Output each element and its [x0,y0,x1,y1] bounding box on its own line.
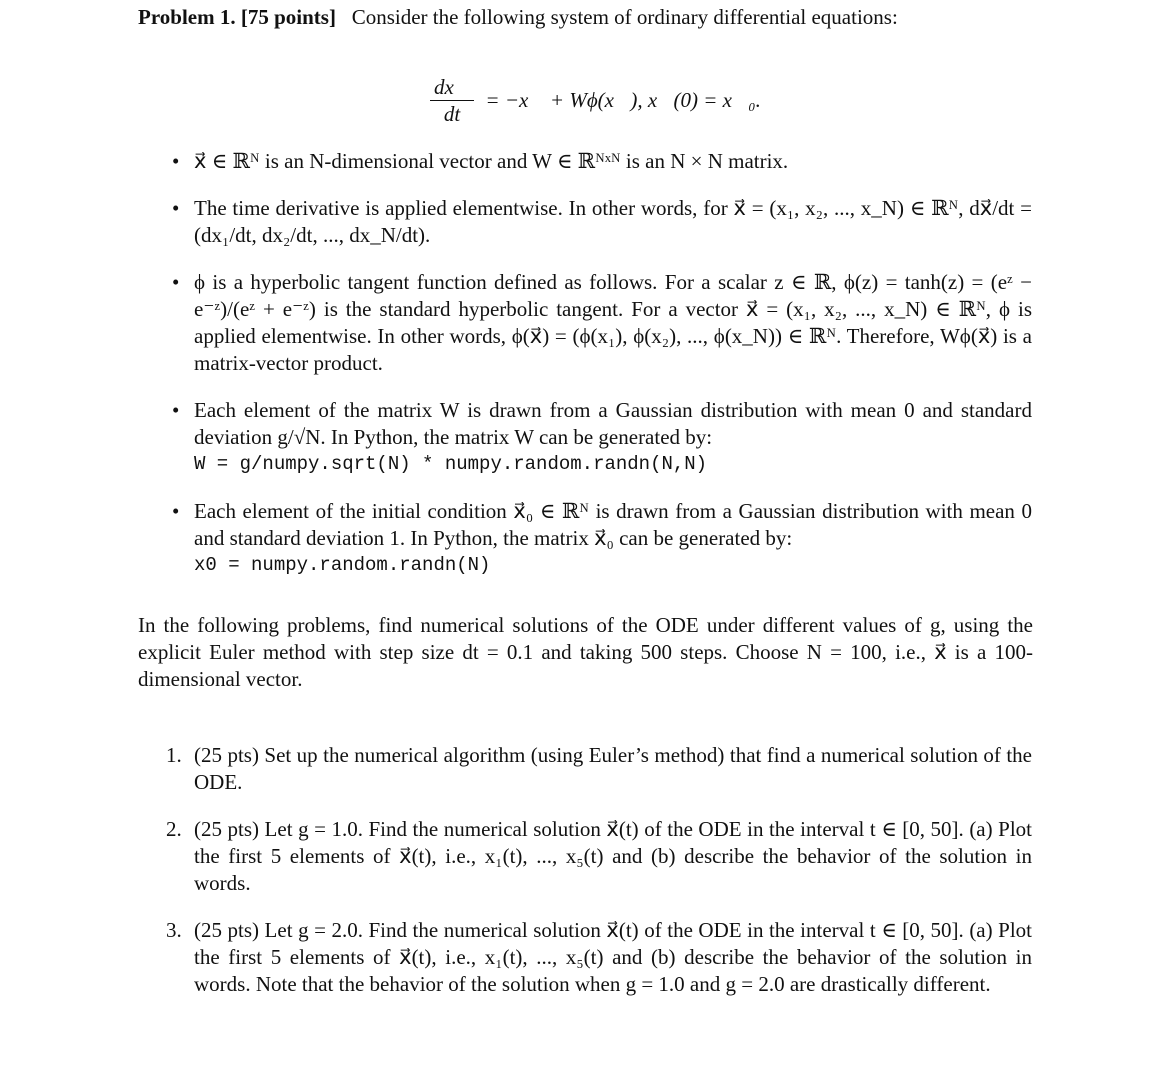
problem-text: (25 pts) Let g = 2.0. Find the numerical solution x⃗(t) of the ODE in the interval t ∈ [0, 50]. (a) Plot the first 5 elements of x⃗(t), i.e., x₁(t), ..., x₅(t) and (b) describe the behavior of the solution in words. Note that the behavior of the solution when g = 1.0 and g = 2.0 are drastically different. [194,918,1032,996]
problem-heading [138,4,898,31]
derivative-fraction [430,74,474,127]
bullet-time-derivative [170,195,1032,249]
problem-list [160,742,1032,1018]
code-snippet-x0: x0 = numpy.random.randn(N) [194,554,491,576]
problem-number: 3. [166,918,182,942]
problem-intro-text: Consider the following system of ordinary differential equations: [351,5,898,29]
problem-number: 1. [166,743,182,767]
problem-item-1 [160,742,1032,796]
bullet-text: ϕ is a hyperbolic tangent function defined as follows. For a scalar z ∈ ℝ, ϕ(z) = tanh(z) = (eᶻ − e⁻ᶻ)/(eᶻ + e⁻ᶻ) is the standard hyperbolic tangent. For a vector x⃗ = (x₁, x₂, ..., x_N) ∈ ℝᴺ, ϕ is applied elementwise. In other words, ϕ(x⃗) = (ϕ(x₁), ϕ(x₂), ..., ϕ(x_N)) ∈ ℝᴺ. Therefore, Wϕ(x⃗) is a matrix-vector product. [194,270,1032,375]
bullet-initial-condition [170,498,1032,579]
problem-label: Problem 1. [75 points] [138,5,336,29]
equation-rhs: = −x⃗ + Wϕ(x⃗), x⃗(0) = x⃗₀. [485,88,761,112]
bullet-tanh-def [170,269,1032,377]
bullet-text: Each element of the initial condition x⃗₀ ∈ ℝᴺ is drawn from a Gaussian distribution with mean 0 and standard deviation 1. In Python, the matrix x⃗₀ can be generated by: [194,499,1032,550]
instructions-paragraph: In the following problems, find numerical solutions of the ODE under different values of g, using the explicit Euler method with step size dt = 0.1 and taking 500 steps. Choose N = 100, i.e., x⃗ is a 100-dimensional vector. [138,613,1033,691]
definition-list [170,148,1032,599]
bullet-vector-def [170,148,1032,175]
problem-item-3 [160,917,1032,998]
fraction-numerator: dx⃗ [430,74,474,101]
problem-text: (25 pts) Set up the numerical algorithm (using Euler’s method) that find a numerical solution of the ODE. [194,743,1032,794]
problem-text: (25 pts) Let g = 1.0. Find the numerical solution x⃗(t) of the ODE in the interval t ∈ [0, 50]. (a) Plot the first 5 elements of x⃗(t), i.e., x₁(t), ..., x₅(t) and (b) describe the behavior of the solution in words. [194,817,1032,895]
bullet-text: The time derivative is applied elementwise. In other words, for x⃗ = (x₁, x₂, ..., x_N) ∈ ℝᴺ, dx⃗/dt = (dx₁/dt, dx₂/dt, ..., dx_N/dt). [194,196,1032,247]
bullet-text: x⃗ ∈ ℝᴺ is an N-dimensional vector and W ∈ ℝᴺˣᴺ is an N × N matrix. [194,149,789,173]
code-snippet-w: W = g/numpy.sqrt(N) * numpy.random.randn(N,N) [194,453,708,475]
fraction-denominator: dt [443,102,461,126]
problem-number: 2. [166,817,182,841]
bullet-matrix-w [170,397,1032,478]
bullet-text: Each element of the matrix W is drawn from a Gaussian distribution with mean 0 and standard deviation g/√N. In Python, the matrix W can be generated by: [194,398,1032,449]
problem-item-2 [160,816,1032,897]
ode-equation [430,74,761,134]
